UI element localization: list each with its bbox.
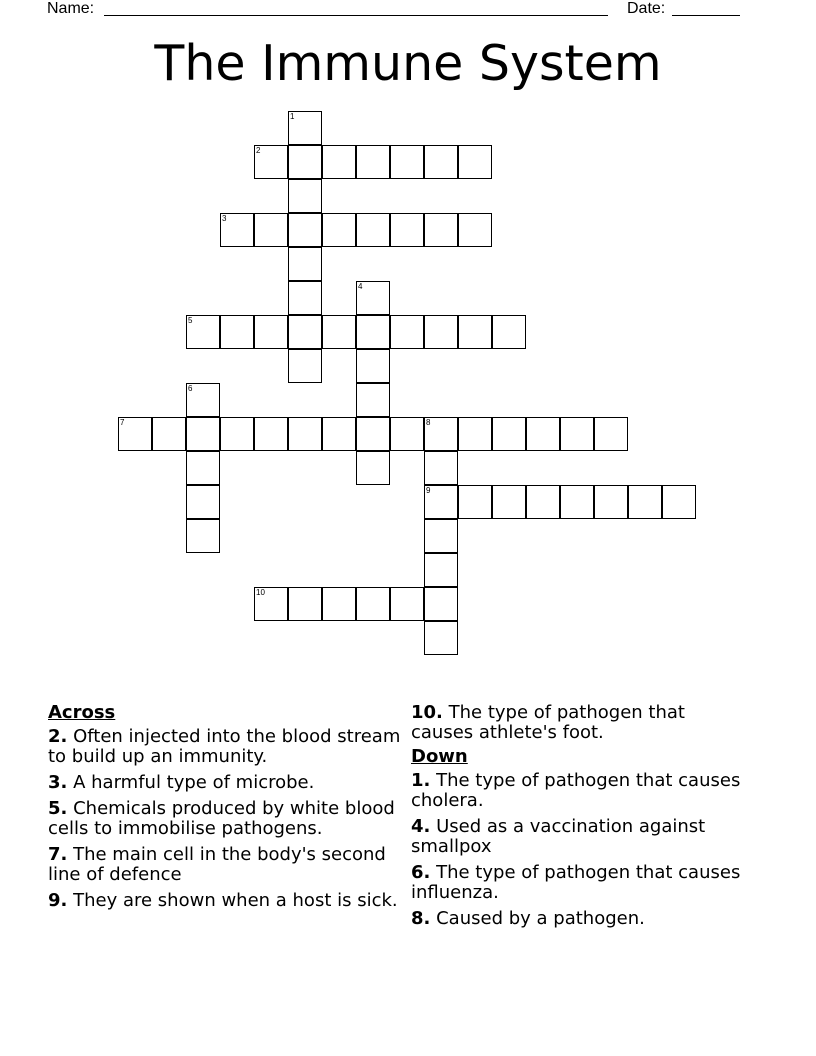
crossword-cell[interactable] [458,315,492,349]
crossword-cell[interactable] [254,315,288,349]
clue-number: 5. [48,798,68,819]
crossword-cell[interactable] [186,451,220,485]
crossword-cell[interactable] [254,145,288,179]
clue-number: 1. [411,770,431,791]
crossword-cell[interactable] [288,281,322,315]
clue-number: 4. [411,816,431,837]
cell-number: 9 [426,486,431,495]
clue-number: 2. [48,726,68,747]
crossword-cell[interactable] [390,213,424,247]
crossword-cell[interactable] [458,145,492,179]
crossword-cell[interactable] [288,111,322,145]
crossword-cell[interactable] [424,145,458,179]
cell-number: 3 [222,214,227,223]
clue-number: 3. [48,772,68,793]
crossword-cell[interactable] [492,315,526,349]
clue-number: 6. [411,862,431,883]
down-heading: Down [411,746,468,767]
crossword-cell[interactable] [322,315,356,349]
crossword-cell[interactable] [186,383,220,417]
clue-across-3 [48,773,403,793]
crossword-cell[interactable] [356,145,390,179]
clue-text: They are shown when a host is sick. [73,890,398,911]
crossword-cell[interactable] [220,213,254,247]
clue-down-8 [411,909,751,929]
crossword-cell[interactable] [458,417,492,451]
crossword-cell[interactable] [254,213,288,247]
crossword-cell[interactable] [322,417,356,451]
cell-number: 1 [290,112,295,121]
clue-text: Chemicals produced by white blood cells to immobilise pathogens. [48,798,395,839]
cell-number: 8 [426,418,431,427]
clues-left-column [48,703,403,917]
clue-text: The type of pathogen that causes influenza. [411,862,741,903]
crossword-cell[interactable] [560,485,594,519]
crossword-cell[interactable] [356,451,390,485]
crossword-cell[interactable] [322,587,356,621]
crossword-cell[interactable] [390,417,424,451]
clue-across-10 [411,703,751,743]
cell-number: 10 [256,588,265,597]
clues-right-column [411,703,751,935]
crossword-cell[interactable] [254,417,288,451]
crossword-cell[interactable] [356,417,390,451]
clue-text: Often injected into the blood stream to build up an immunity. [48,726,401,767]
crossword-cell[interactable] [424,417,458,451]
crossword-cell[interactable] [594,485,628,519]
crossword-cell[interactable] [526,417,560,451]
crossword-cell[interactable] [186,315,220,349]
crossword-cell[interactable] [492,417,526,451]
crossword-cell[interactable] [356,383,390,417]
crossword-cell[interactable] [288,213,322,247]
across-heading: Across [48,702,116,723]
crossword-cell[interactable] [288,417,322,451]
crossword-cell[interactable] [288,315,322,349]
clue-across-9 [48,891,403,911]
cell-number: 4 [358,282,363,291]
crossword-cell[interactable] [186,519,220,553]
crossword-cell[interactable] [288,349,322,383]
clue-number: 7. [48,844,68,865]
clue-across-2 [48,727,403,767]
clue-text: The type of pathogen that causes athlete's foot. [411,702,685,743]
crossword-cell[interactable] [356,315,390,349]
clue-down-6 [411,863,751,903]
page-title: The Immune System [154,35,662,92]
crossword-cell[interactable] [526,485,560,519]
crossword-cell[interactable] [458,485,492,519]
crossword-cell[interactable] [118,417,152,451]
crossword-cell[interactable] [254,587,288,621]
crossword-cell[interactable] [560,417,594,451]
crossword-cell[interactable] [594,417,628,451]
crossword-cell[interactable] [186,417,220,451]
crossword-cell[interactable] [424,213,458,247]
crossword-cell[interactable] [424,485,458,519]
clue-text: Used as a vaccination against smallpox [411,816,706,857]
crossword-cell[interactable] [152,417,186,451]
clue-number: 9. [48,890,68,911]
cell-number: 7 [120,418,125,427]
date-label: Date: [627,0,666,17]
clue-across-7 [48,845,403,885]
crossword-cell[interactable] [356,349,390,383]
crossword-cell[interactable] [288,145,322,179]
crossword-cell[interactable] [390,587,424,621]
crossword-cell[interactable] [458,213,492,247]
crossword-cell[interactable] [390,315,424,349]
crossword-cell[interactable] [288,587,322,621]
crossword-cell[interactable] [356,587,390,621]
clue-number: 8. [411,908,431,929]
crossword-cell[interactable] [662,485,696,519]
clue-text: Caused by a pathogen. [436,908,645,929]
crossword-cell[interactable] [288,179,322,213]
clue-text: The type of pathogen that causes cholera. [411,770,741,811]
crossword-cell[interactable] [424,451,458,485]
name-label: Name: [47,0,95,17]
cell-number: 5 [188,316,193,325]
crossword-cell[interactable] [424,553,458,587]
crossword-cell[interactable] [220,417,254,451]
crossword-cell[interactable] [356,213,390,247]
crossword-cell[interactable] [288,247,322,281]
crossword-cell[interactable] [322,213,356,247]
crossword-cell[interactable] [390,145,424,179]
clue-text: A harmful type of microbe. [73,772,315,793]
crossword-cell[interactable] [424,315,458,349]
clue-number: 10. [411,702,443,723]
crossword-cell[interactable] [424,587,458,621]
crossword-cell[interactable] [424,621,458,655]
crossword-cell[interactable] [186,485,220,519]
crossword-cell[interactable] [356,281,390,315]
clue-down-4 [411,817,751,857]
crossword-cell[interactable] [492,485,526,519]
clue-across-5 [48,799,403,839]
crossword-cell[interactable] [220,315,254,349]
cell-number: 2 [256,146,261,155]
crossword-cell[interactable] [424,519,458,553]
clue-down-1 [411,771,751,811]
crossword-cell[interactable] [628,485,662,519]
cell-number: 6 [188,384,193,393]
clue-text: The main cell in the body's second line of defence [48,844,386,885]
crossword-cell[interactable] [322,145,356,179]
